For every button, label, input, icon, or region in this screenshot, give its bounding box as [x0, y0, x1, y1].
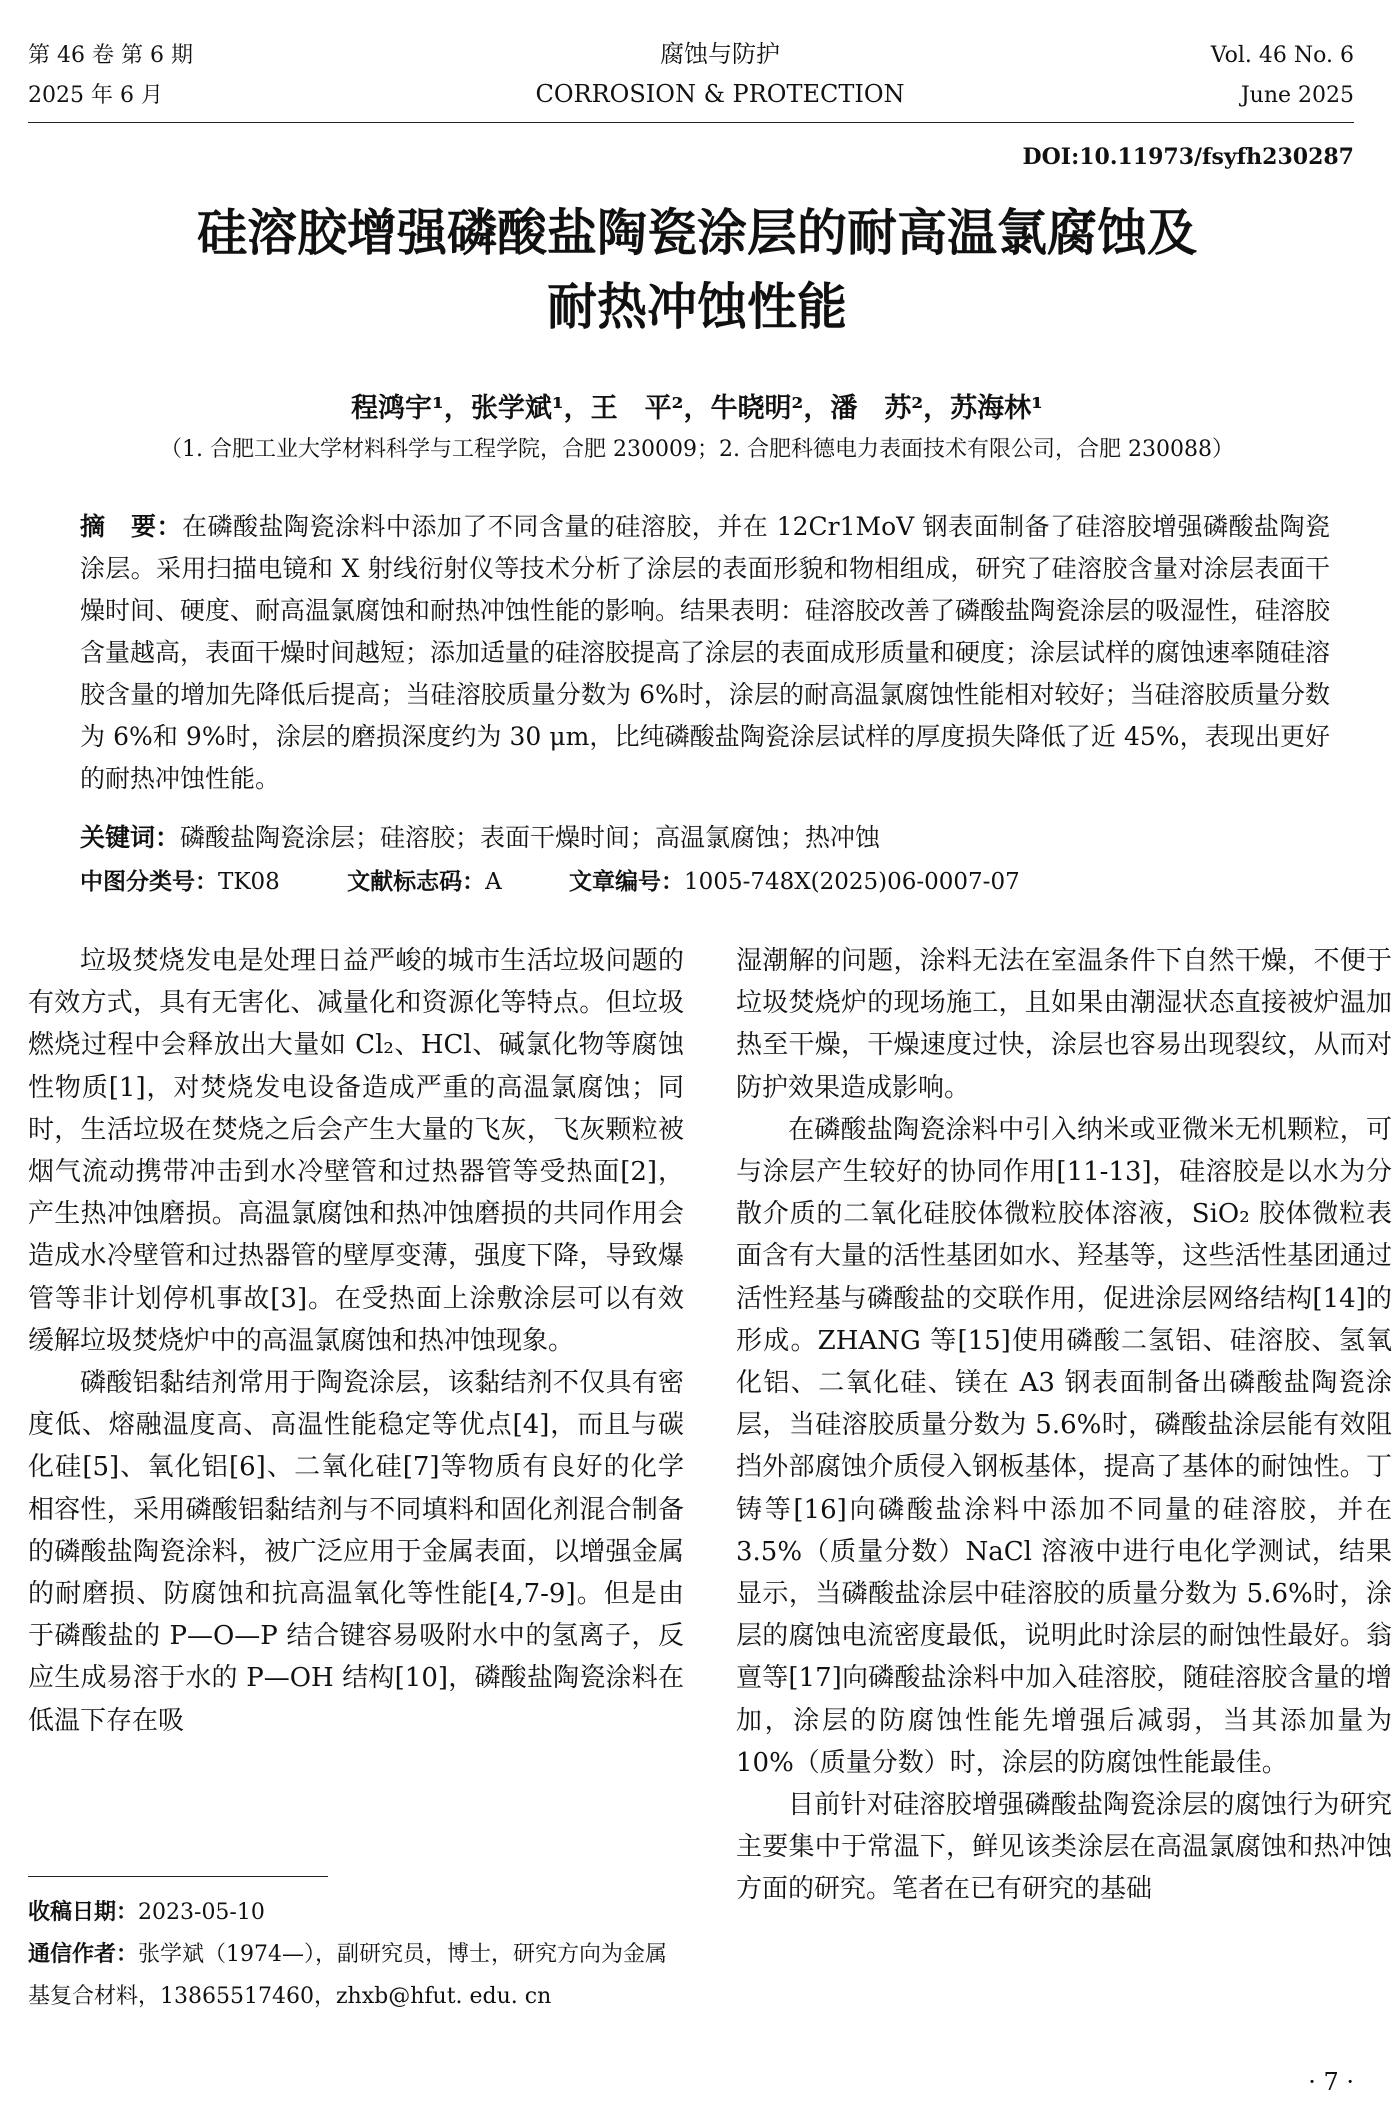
paragraph: 磷酸铝黏结剂常用于陶瓷涂层，该黏结剂不仅具有密度低、熔融温度高、高温性能稳定等优点[4]，而且与碳化硅[5]、氧化铝[6]、二氧化硅[7]等物质有良好的化学相容性，采用磷酸铝黏结剂与不同填料和固化剂混合制备的磷酸盐陶瓷涂料，被广泛应用于金属表面，以增强金属的耐磨损、防腐蚀和抗高温氧化等性能[4,7-9]。但是由于磷酸盐的 P—O—P 结合键容易吸附水中的氢离子，反应生成易溶于水的 P—OH 结构[10]，磷酸盐陶瓷涂料在低温下存在吸: [28, 1368, 684, 1736]
paragraph: 目前针对硅溶胶增强磷酸盐陶瓷涂层的腐蚀行为研究主要集中于常温下，鲜见该类涂层在高温氯腐蚀和热冲蚀方面的研究。笔者在已有研究的基础: [736, 1790, 1392, 1905]
paragraph: 湿潮解的问题，涂料无法在室温条件下自然干燥，不便于垃圾焚烧炉的现场施工，且如果由潮湿状态直接被炉温加热至干燥，干燥速度过快，涂层也容易出现裂纹，从而对防护效果造成影响。: [736, 946, 1392, 1103]
volume-cn: 第 46 卷 第 6 期: [28, 43, 193, 68]
page-number: · 7 ·: [1308, 2068, 1354, 2096]
date-en: June 2025: [1240, 83, 1354, 108]
header-left: [28, 36, 193, 116]
journal-cn: 腐蚀与防护: [660, 40, 780, 68]
received-date: 收稿日期：2023-05-10: [28, 1900, 265, 1925]
abstract: [80, 506, 1330, 800]
volume-en: Vol. 46 No. 6: [1210, 43, 1354, 68]
corresponding-author: 通信作者：张学斌（1974—），副研究员，博士，研究方向为金属基复合材料，13865517460，zhxb@hfut. edu. cn: [28, 1942, 668, 2009]
doc-code-value: A: [485, 869, 502, 895]
footnotes: [28, 1892, 688, 2018]
paragraph: 垃圾焚烧发电是处理日益严峻的城市生活垃圾问题的有效方式，具有无害化、减量化和资源化等特点。但垃圾燃烧过程中会释放出大量如 Cl₂、HCl、碱氯化物等腐蚀性物质[1]，对焚烧发电设备造成严重的高温氯腐蚀；同时，生活垃圾在焚烧之后会产生大量的飞灰，飞灰颗粒被烟气流动携带冲击到水冷壁管和过热器管等受热面[2]，产生热冲蚀磨损。高温氯腐蚀和热冲蚀磨损的共同作用会造成水冷壁管和过热器管的壁厚变薄，强度下降，导致爆管等非计划停机事故[3]。在受热面上涂敷涂层可以有效缓解垃圾焚烧炉中的高温氯腐蚀和热冲蚀现象。: [28, 946, 684, 1356]
journal-en: CORROSION & PROTECTION: [535, 80, 905, 108]
body-column-right: [736, 940, 1392, 1911]
article-number-value: 1005-748X(2025)06-0007-07: [684, 869, 1020, 895]
affiliations: （1. 合肥工业大学材料科学与工程学院，合肥 230009；2. 合肥科德电力表面技术有限公司，合肥 230088）: [160, 437, 1234, 462]
abstract-text: 在磷酸盐陶瓷涂料中添加了不同含量的硅溶胶，并在 12Cr1MoV 钢表面制备了硅溶胶增强磷酸盐陶瓷涂层。采用扫描电镜和 X 射线衍射仪等技术分析了涂层的表面形貌和物相组成，研究了硅溶胶含量对涂层表面干燥时间、硬度、耐高温氯腐蚀和耐热冲蚀性能的影响。结果表明：硅溶胶改善了磷酸盐陶瓷涂层的吸湿性，硅溶胶含量越高，表面干燥时间越短；添加适量的硅溶胶提高了涂层的表面成形质量和硬度；涂层试样的腐蚀速率随硅溶胶含量的增加先降低后提高；当硅溶胶质量分数为 6%时，涂层的耐高温氯腐蚀性能相对较好；当硅溶胶质量分数为 6%和 9%时，涂层的磨损深度约为 30 μm，比纯磷酸盐陶瓷涂层试样的厚度损失降低了近 45%，表现出更好的耐热冲蚀性能。: [80, 512, 1331, 793]
header-right: [1211, 36, 1354, 116]
title-line-2: 耐热冲蚀性能: [547, 278, 847, 336]
clc-value: TK08: [218, 869, 280, 895]
article-number-label: 文章编号：: [569, 869, 685, 895]
abstract-label: 摘 要：: [80, 512, 182, 541]
keywords-text: 磷酸盐陶瓷涂层；硅溶胶；表面干燥时间；高温氯腐蚀；热冲蚀: [180, 823, 881, 852]
doi: DOI:10.11973/fsyfh230287: [1022, 144, 1354, 170]
footnote-rule: [28, 1876, 328, 1877]
header-rule: [28, 122, 1354, 123]
classification-line: [80, 862, 1330, 902]
doc-code-label: 文献标志码：: [347, 869, 486, 895]
body-column-left: [28, 940, 684, 1742]
article-title: [60, 196, 1334, 344]
authors: 程鸿宇¹，张学斌¹，王 平²，牛晓明²，潘 苏²，苏海林¹: [351, 393, 1043, 424]
paragraph: 在磷酸盐陶瓷涂料中引入纳米或亚微米无机颗粒，可与涂层产生较好的协同作用[11-13]，硅溶胶是以水为分散介质的二氧化硅胶体微粒胶体溶液，SiO₂ 胶体微粒表面含有大量的活性基团如水、羟基等，这些活性基团通过活性羟基与磷酸盐的交联作用，促进涂层网络结构[14]的形成。ZHANG 等[15]使用磷酸二氢铝、硅溶胶、氢氧化铝、二氧化硅、镁在 A3 钢表面制备出磷酸盐陶瓷涂层，当硅溶胶质量分数为 5.6%时，磷酸盐涂层能有效阻挡外部腐蚀介质侵入钢板基体，提高了基体的耐蚀性。丁铸等[16]向磷酸盐涂料中添加不同量的硅溶胶，并在 3.5%（质量分数）NaCl 溶液中进行电化学测试，结果显示，当磷酸盐涂层中硅溶胶的质量分数为 5.6%时，涂层的腐蚀电流密度最低，说明此时涂层的耐蚀性最好。翁亶等[17]向磷酸盐涂料中加入硅溶胶，随硅溶胶含量的增加，涂层的防腐蚀性能先增强后减弱，当其添加量为 10%（质量分数）时，涂层的防腐蚀性能最佳。: [736, 1114, 1392, 1778]
date-cn: 2025 年 6 月: [28, 83, 163, 108]
clc-label: 中图分类号：: [80, 869, 218, 895]
header-center: [400, 34, 1040, 114]
title-line-1: 硅溶胶增强磷酸盐陶瓷涂层的耐高温氯腐蚀及: [197, 204, 1197, 262]
keywords: [80, 818, 1330, 858]
keywords-label: 关键词：: [80, 823, 181, 852]
